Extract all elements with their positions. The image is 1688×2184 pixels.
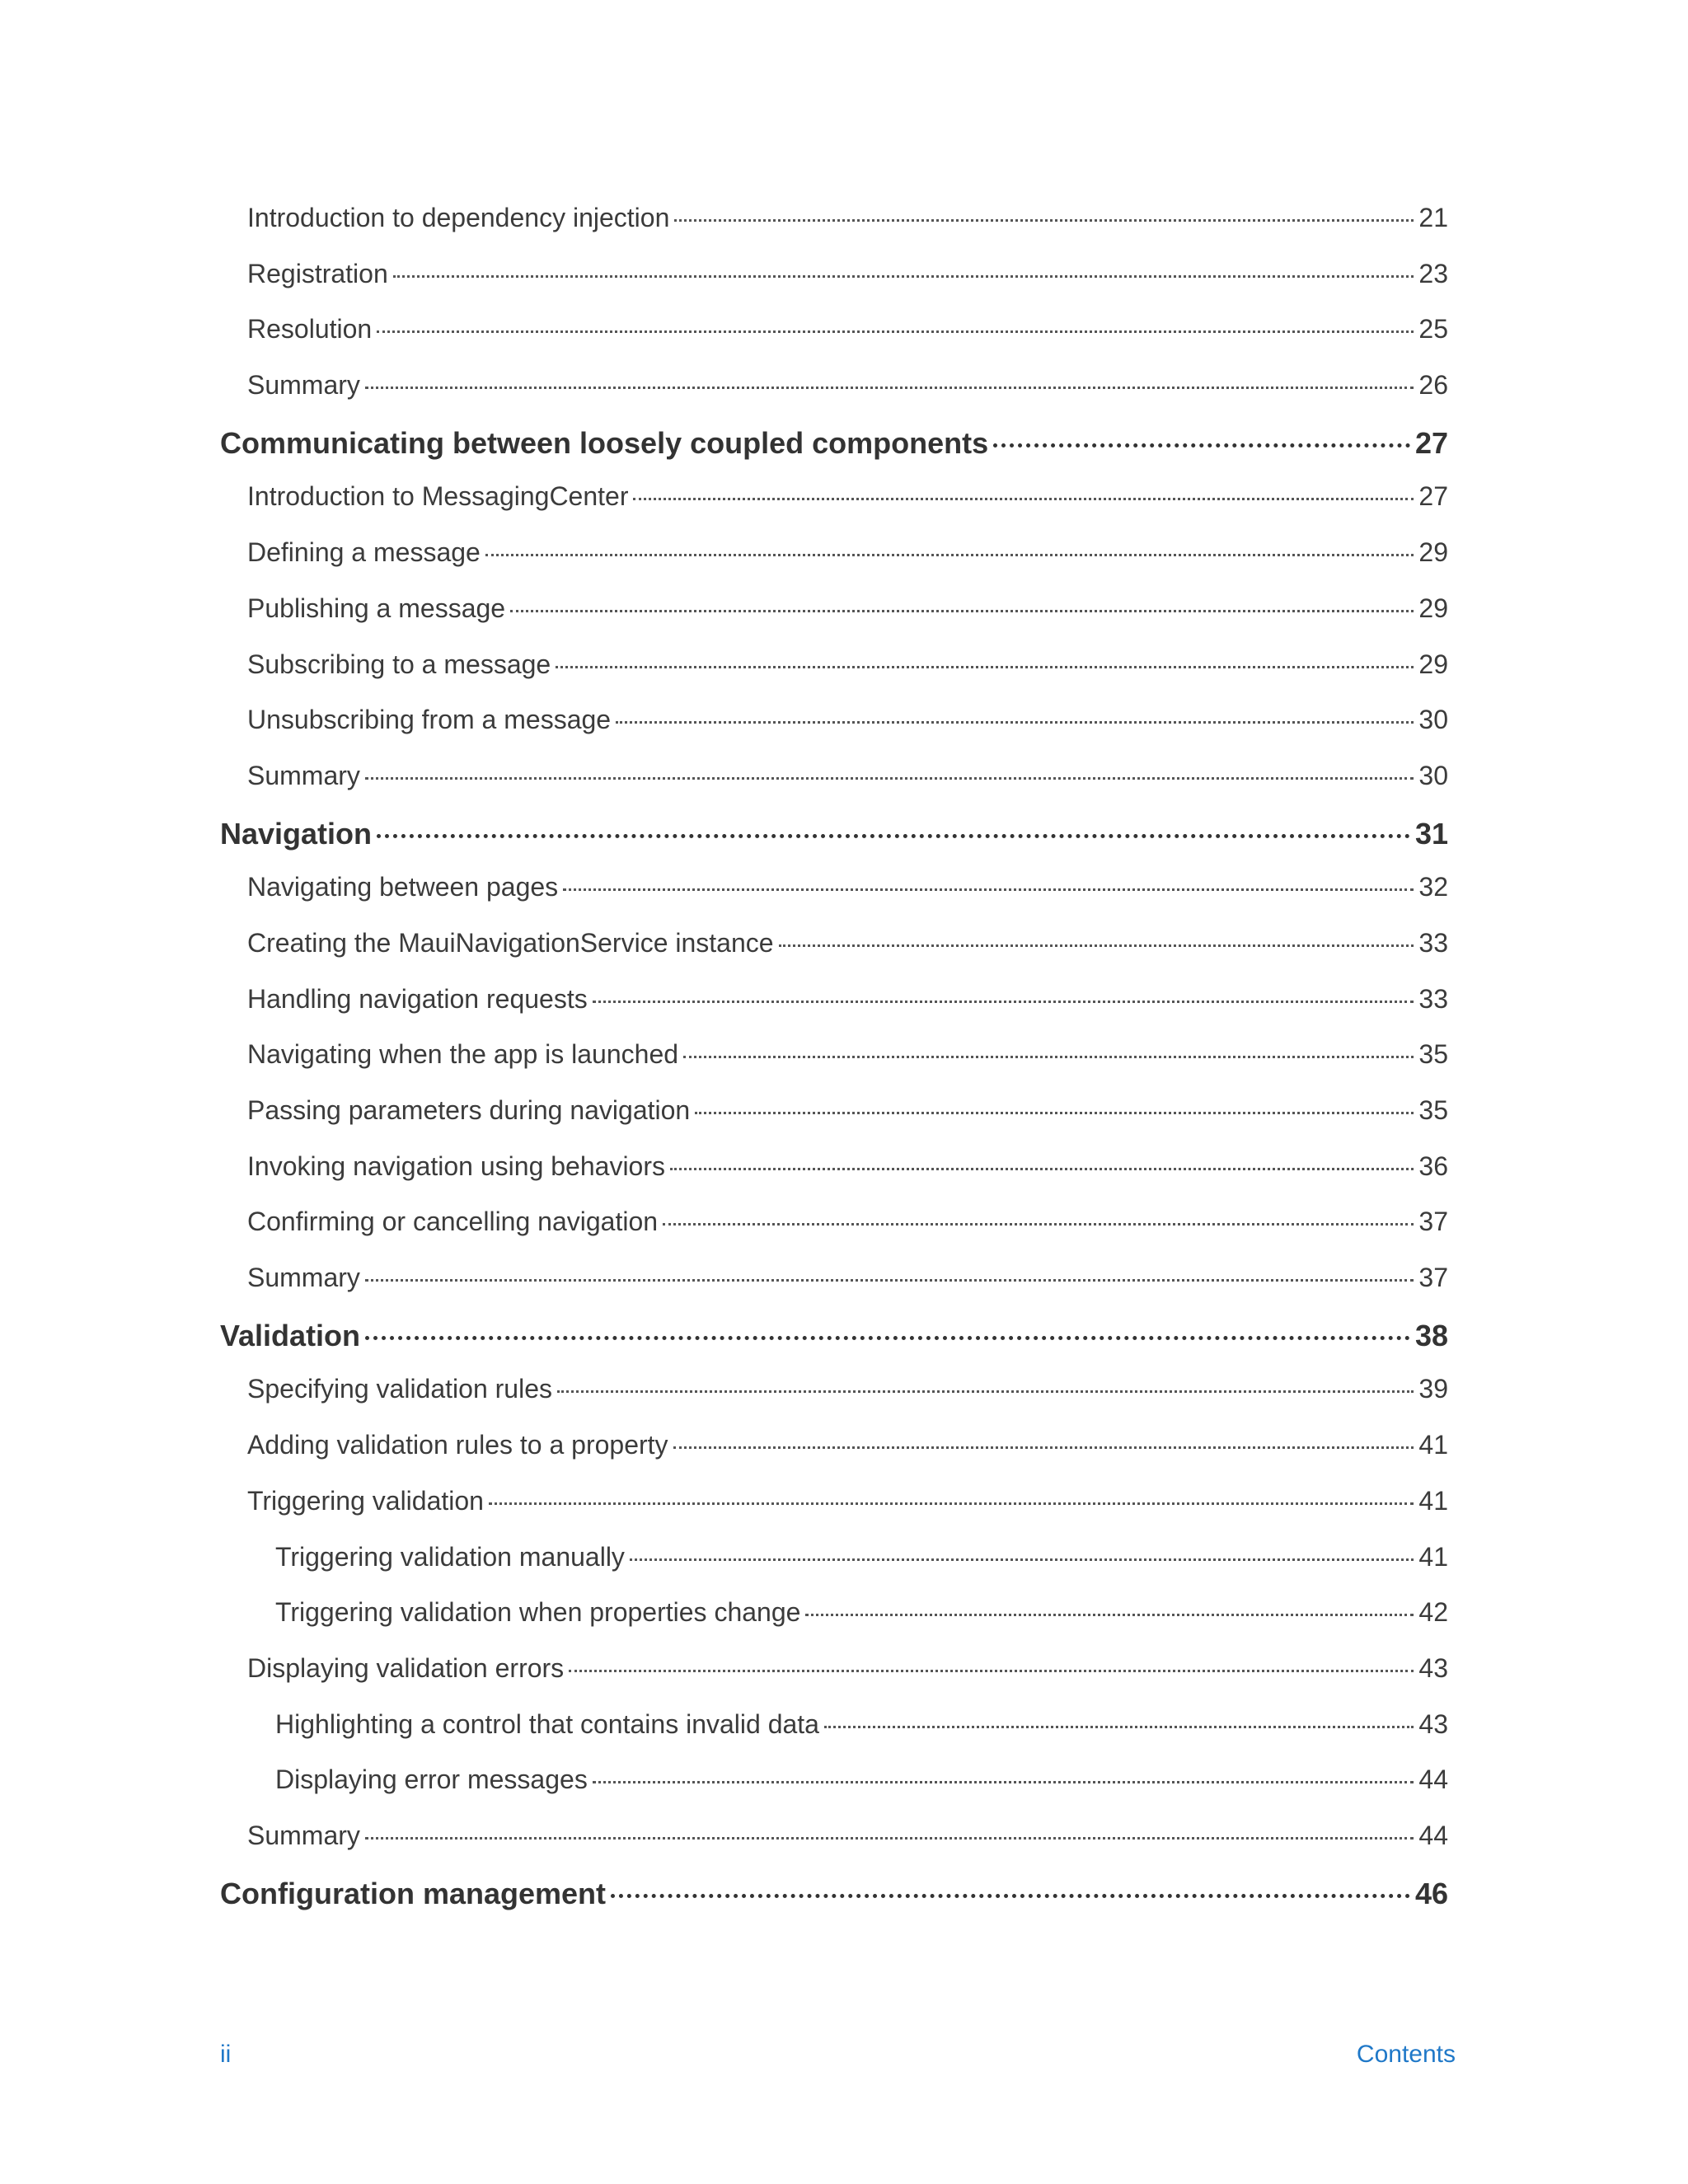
toc-entry[interactable]: [220, 1089, 1448, 1145]
toc-entry[interactable]: [220, 921, 1448, 977]
toc-entry[interactable]: [220, 1033, 1448, 1089]
dot-leader: [365, 1837, 1414, 1840]
toc-entry-label: Triggering validation manually: [275, 1541, 625, 1572]
toc-entry-label: Triggering validation when properties change: [275, 1597, 801, 1628]
toc-entry-page: 35: [1418, 1039, 1448, 1070]
dot-leader: [779, 944, 1414, 947]
toc-entry[interactable]: [220, 977, 1448, 1033]
toc-entry-page: 26: [1418, 370, 1448, 401]
table-of-contents: [220, 196, 1448, 1925]
toc-chapter-entry[interactable]: [220, 810, 1448, 866]
toc-entry-label: Highlighting a control that contains invalid data: [275, 1708, 819, 1739]
toc-entry-page: 42: [1418, 1597, 1448, 1628]
dot-leader: [695, 1112, 1414, 1114]
toc-entry-page: 23: [1418, 258, 1448, 288]
toc-entry[interactable]: [220, 643, 1448, 699]
toc-entry[interactable]: [220, 865, 1448, 921]
dot-leader: [633, 498, 1414, 500]
toc-entry-label: Summary: [247, 1820, 360, 1850]
toc-entry[interactable]: [220, 1814, 1448, 1870]
toc-entry-page: 44: [1418, 1765, 1448, 1795]
toc-entry-label: Passing parameters during navigation: [247, 1095, 691, 1125]
toc-entry-page: 43: [1418, 1708, 1448, 1739]
dot-leader: [556, 666, 1414, 668]
toc-subentry[interactable]: [220, 1758, 1448, 1814]
toc-entry-label: Publishing a message: [247, 593, 506, 623]
toc-entry[interactable]: [220, 1256, 1448, 1312]
toc-entry[interactable]: [220, 1647, 1448, 1703]
toc-entry-page: 21: [1418, 203, 1448, 232]
toc-entry-page: 25: [1418, 314, 1448, 344]
toc-entry-page: 41: [1418, 1430, 1448, 1460]
dot-leader: [485, 554, 1414, 556]
toc-entry-label: Unsubscribing from a message: [247, 705, 612, 735]
toc-entry[interactable]: [220, 196, 1448, 252]
toc-entry-page: 33: [1418, 983, 1448, 1014]
dot-leader: [670, 1168, 1414, 1170]
toc-entry-page: 31: [1414, 816, 1448, 851]
toc-entry-label: Handling navigation requests: [247, 983, 588, 1014]
toc-entry-label: Summary: [247, 370, 360, 401]
dot-leader: [365, 1279, 1414, 1282]
toc-entry-label: Summary: [247, 1263, 360, 1293]
toc-entry[interactable]: [220, 531, 1448, 587]
toc-entry-label: Defining a message: [247, 537, 481, 568]
toc-entry-label: Validation: [220, 1318, 361, 1352]
dot-leader: [611, 1894, 1410, 1898]
toc-entry-label: Displaying error messages: [275, 1765, 588, 1795]
toc-entry-page: 43: [1418, 1652, 1448, 1683]
toc-entry-label: Introduction to MessagingCenter: [247, 481, 629, 512]
toc-entry[interactable]: [220, 1200, 1448, 1256]
toc-entry-label: Resolution: [247, 314, 373, 344]
footer-section-title: Contents: [1356, 2041, 1456, 2068]
dot-leader: [510, 610, 1414, 612]
dot-leader: [616, 721, 1414, 724]
toc-chapter-entry[interactable]: [220, 1312, 1448, 1368]
toc-entry-page: 37: [1418, 1207, 1448, 1237]
toc-entry-label: Triggering validation: [247, 1485, 484, 1516]
dot-leader: [673, 1446, 1414, 1449]
toc-entry-page: 29: [1418, 649, 1448, 679]
dot-leader: [569, 1670, 1414, 1672]
dot-leader: [593, 1781, 1414, 1783]
toc-entry-label: Navigation: [220, 816, 373, 851]
dot-leader: [365, 1336, 1410, 1340]
toc-entry-label: Confirming or cancelling navigation: [247, 1207, 659, 1237]
dot-leader: [377, 330, 1414, 333]
toc-entry[interactable]: [220, 587, 1448, 643]
toc-entry-label: Creating the MauiNavigationService instance: [247, 927, 774, 958]
toc-subentry[interactable]: [220, 1591, 1448, 1647]
toc-entry-label: Specifying validation rules: [247, 1374, 552, 1404]
toc-entry-page: 39: [1418, 1374, 1448, 1404]
toc-entry-label: Configuration management: [220, 1876, 607, 1910]
toc-entry-label: Adding validation rules to a property: [247, 1430, 668, 1460]
toc-subentry[interactable]: [220, 1535, 1448, 1591]
dot-leader: [365, 387, 1414, 389]
toc-entry-label: Registration: [247, 258, 388, 288]
toc-entry-label: Introduction to dependency injection: [247, 203, 670, 232]
dot-leader: [593, 1001, 1414, 1003]
toc-entry[interactable]: [220, 698, 1448, 754]
toc-entry-label: Summary: [247, 760, 360, 790]
toc-entry-page: 37: [1418, 1263, 1448, 1293]
toc-entry-page: 36: [1418, 1151, 1448, 1181]
dot-leader: [674, 219, 1414, 222]
dot-leader: [393, 275, 1414, 278]
footer-page-number: ii: [220, 2041, 232, 2068]
toc-entry-page: 46: [1414, 1876, 1448, 1910]
toc-entry[interactable]: [220, 1367, 1448, 1423]
dot-leader: [489, 1502, 1414, 1505]
toc-entry-page: 35: [1418, 1095, 1448, 1125]
toc-entry[interactable]: [220, 307, 1448, 363]
toc-entry-page: 27: [1418, 481, 1448, 512]
dot-leader: [630, 1558, 1414, 1561]
toc-entry[interactable]: [220, 475, 1448, 531]
dot-leader: [993, 443, 1410, 448]
toc-entry-page: 29: [1418, 537, 1448, 568]
dot-leader: [365, 777, 1414, 780]
toc-entry-label: Navigating when the app is launched: [247, 1039, 679, 1070]
dot-leader: [663, 1223, 1414, 1226]
toc-entry-page: 44: [1418, 1820, 1448, 1850]
toc-entry-label: Navigating between pages: [247, 872, 559, 902]
dot-leader: [805, 1614, 1414, 1616]
toc-entry[interactable]: [220, 252, 1448, 308]
toc-entry-page: 32: [1418, 872, 1448, 902]
toc-chapter-entry[interactable]: [220, 419, 1448, 476]
dot-leader: [683, 1056, 1414, 1058]
toc-entry-label: Invoking navigation using behaviors: [247, 1151, 665, 1181]
dot-leader: [563, 888, 1414, 891]
toc-entry-label: Communicating between loosely coupled components: [220, 425, 989, 460]
toc-entry-page: 38: [1414, 1318, 1448, 1352]
toc-entry-page: 33: [1418, 927, 1448, 958]
toc-entry-label: Subscribing to a message: [247, 649, 551, 679]
toc-entry[interactable]: [220, 1423, 1448, 1479]
dot-leader: [824, 1726, 1414, 1728]
toc-entry[interactable]: [220, 1145, 1448, 1201]
toc-entry-page: 27: [1414, 425, 1448, 460]
toc-chapter-entry[interactable]: [220, 1870, 1448, 1926]
toc-subentry[interactable]: [220, 1703, 1448, 1759]
toc-entry-page: 29: [1418, 593, 1448, 623]
dot-leader: [377, 834, 1410, 838]
toc-entry[interactable]: [220, 363, 1448, 419]
toc-entry[interactable]: [220, 754, 1448, 810]
toc-entry-page: 30: [1418, 705, 1448, 735]
toc-entry-page: 30: [1418, 760, 1448, 790]
toc-entry[interactable]: [220, 1479, 1448, 1535]
toc-entry-page: 41: [1418, 1541, 1448, 1572]
dot-leader: [557, 1390, 1414, 1393]
toc-entry-page: 41: [1418, 1485, 1448, 1516]
toc-entry-label: Displaying validation errors: [247, 1652, 565, 1683]
